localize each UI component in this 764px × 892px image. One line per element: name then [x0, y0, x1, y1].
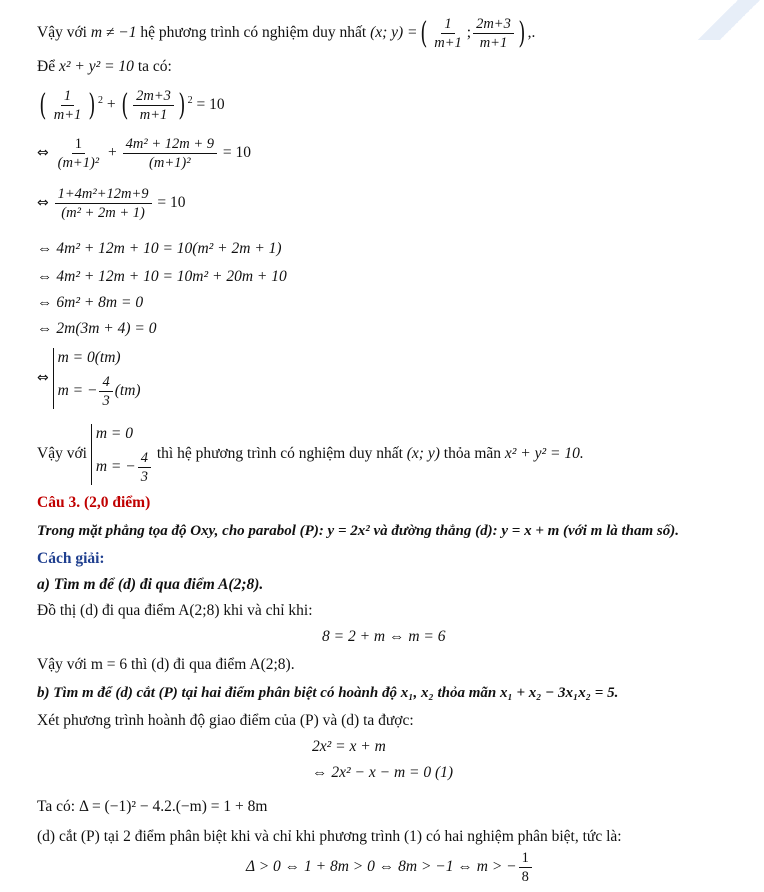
text: Vậy với [37, 24, 87, 42]
question-heading: Câu 3. (2,0 điểm) [37, 494, 151, 511]
conclusion-line-2: Vậy với m = 0 m = − $\frac{4}{3}$ thì hệ phương trình có nghiệm duy nhất (x; y) thỏa mãn x² + y² = 10. [37, 425, 584, 485]
math: m ≠ −1 [90, 24, 137, 42]
step-5: ⇔ 4m² + 12m + 10 = 10m² + 20m + 10 [37, 268, 287, 285]
part-b-delta: Ta có: Δ = (−1)² − 4.2.(−m) = 1 + 8m [37, 798, 268, 815]
part-a-equation: 8 = 2 + m ⇔ m = 6 [322, 628, 446, 645]
math: x² + y² = 10 [58, 58, 134, 75]
question-intro: Trong mặt phẳng tọa độ Oxy, cho parabol (P): y = 2x² và đường thẳng (d): y = x + m (với m là tham số). [37, 523, 680, 539]
system-bracket: m = 0(tm) m = − $\frac{4}{3}$ (tm) [53, 348, 141, 409]
part-b-line-1: Xét phương trình hoành độ giao điểm của (P) và (d) ta được: [37, 712, 414, 729]
part-b-equation-1: 2x² = x + m [312, 738, 386, 755]
text: hệ phương trình có nghiệm duy nhất [140, 24, 367, 42]
part-b-line-2: (d) cắt (P) tại 2 điểm phân biệt khi và chỉ khi phương trình (1) có hai nghiệm phân biệt, tức là: [37, 828, 622, 845]
solution-heading: Cách giải: [37, 550, 105, 567]
part-a-line-2: Vậy với m = 6 thì (d) đi qua điểm A(2;8). [37, 656, 295, 673]
math: (x; y) = [370, 24, 418, 42]
step-3: ⇔ $\frac{\text{1+4m²+12m+9}}{\text{(m² + 2m + 1)}}$ = 10 [37, 186, 186, 221]
system-bracket: m = 0 m = − $\frac{4}{3}$ [91, 424, 153, 485]
part-b-title: b) Tìm m để (d) cắt (P) tại hai điểm phân biệt có hoành độ x₁, x₂ thỏa mãn x₁ + x₂ − 3x₁x₂ = 5. [37, 685, 619, 701]
text: ta có: [137, 58, 172, 75]
step-7: ⇔ 2m(3m + 4) = 0 [37, 320, 157, 337]
fraction: $\frac{2m+3}{m+1}$ [473, 16, 514, 51]
step-6: ⇔ 6m² + 8m = 0 [37, 294, 144, 311]
text: Để [37, 58, 56, 75]
step-2: ⇔ $\frac{1}{\text{(m+1)²}}$ + $\frac{\text{4m² + 12m + 9}}{\text{(m+1)²}}$ = 10 [37, 136, 251, 171]
corner-decoration [694, 0, 764, 40]
part-b-equation-2: ⇔ 2x² − x − m = 0 (1) [312, 764, 454, 781]
part-b-inequality: Δ > 0 ⇔ 1 + 8m > 0 ⇔ 8m > −1 ⇔ m > − $\frac{1}{8}$ [246, 850, 534, 885]
fraction: $\frac{1}{m+1}$ [434, 16, 462, 51]
step-8: ⇔ m = 0(tm) m = − $\frac{4}{3}$ (tm) [37, 349, 141, 409]
condition-line [37, 58, 172, 76]
conclusion-line-1: Vậy với m ≠ −1 hệ phương trình có nghiệm duy nhất (x; y) =( $\frac{1}{m+1}$ ; $\frac{2m+3}{m+1}$ ) ,. [37, 15, 536, 51]
part-a-line-1: Đồ thị (d) đi qua điểm A(2;8) khi và chỉ khi: [37, 602, 313, 619]
step-1: ( $\frac{1}{m+1}$ ) $^2$ + ( $\frac{2m+3}{m+1}$ ) $^2$ = 10 [39, 87, 225, 123]
step-4: ⇔ 4m² + 12m + 10 = 10(m² + 2m + 1) [37, 240, 282, 257]
part-a-title: a) Tìm m để (d) đi qua điểm A(2;8). [37, 576, 264, 593]
